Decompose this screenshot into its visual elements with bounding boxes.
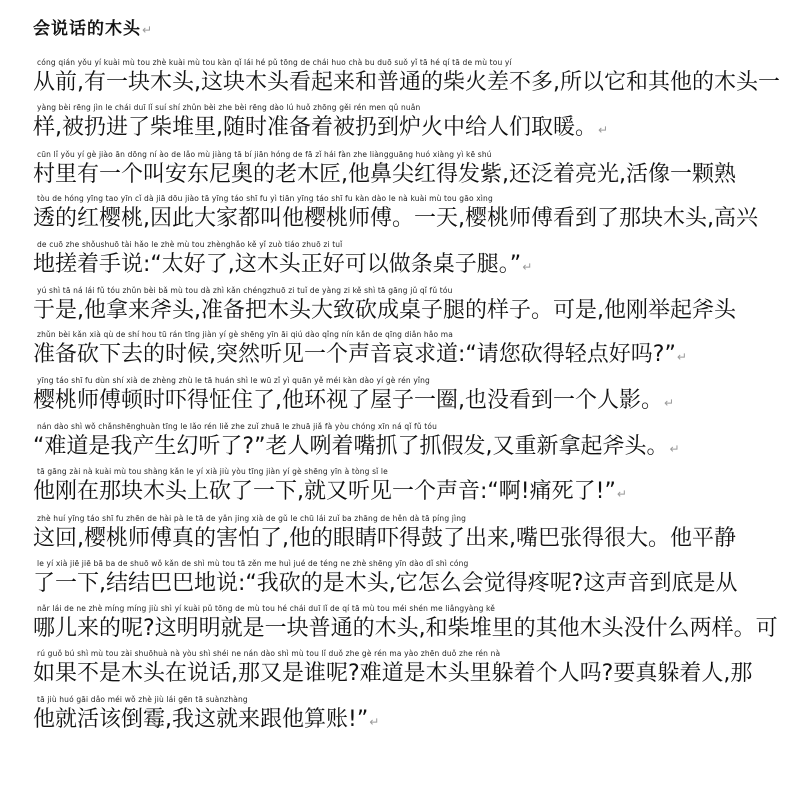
line-text [33,70,778,96]
text-line [33,649,773,687]
line-text-content: 这回,樱桃师傅真的害怕了,他的眼睛吓得鼓了出来,嘴巴张得很大。他平静 [33,526,736,551]
line-text-content: 于是,他拿来斧头,准备把木头大致砍成桌子腿的样子。可是,他刚举起斧头 [33,298,736,323]
line-text [33,707,778,735]
pinyin-annotation: zhǔn bèi kǎn xià qù de shí hou tū rán tīng jiàn yí gè shēng yīn āi qiú dào qǐng nín kǎn de qīng diǎn hǎo ma [37,330,454,339]
pinyin-annotation: yú shì tā ná lái fǔ tóu zhǔn bèi bǎ mù tou dà zhì kǎn chéngzhuō zi tuǐ de yàng zi kě shì tā gāng jǔ qǐ fǔ tóu [37,286,453,295]
text-line [33,604,778,642]
text-line [33,194,773,232]
line-text-content: 准备砍下去的时候,突然听见一个声音哀求道:“请您砍得轻点好吗?” [33,342,676,367]
pinyin-annotation: de cuō zhe shǒushuō tài hǎo le zhè mù tou zhènghǎo kě yǐ zuò tiáo zhuō zi tuǐ [37,240,343,249]
line-text [33,571,778,597]
line-text [33,252,778,280]
line-text-content: 如果不是木头在说话,那又是谁呢?难道是木头里躲着个人吗?要真躲着人,那 [33,661,753,686]
line-text-content: 透的红樱桃,因此大家都叫他樱桃师傅。一天,樱桃师傅看到了那块木头,高兴 [33,206,758,231]
line-text [33,616,778,642]
line-text-content: 村里有一个叫安东尼奥的老木匠,他鼻尖红得发紫,还泛着亮光,活像一颗熟 [33,162,736,187]
pinyin-annotation: tā gāng zài nà kuài mù tou shàng kǎn le yí xià jiù yòu tīng jiàn yí gè shēng yīn à tòng sǐ le [37,467,388,476]
text-line [33,240,773,278]
line-text [33,342,778,370]
pinyin-annotation: nán dào shì wǒ chǎnshēnghuàn tīng le lǎo rén liě zhe zuǐ zhuā le zhuā jiǎ fà yòu chóng xīn ná qǐ fǔ tóu [37,422,438,431]
line-text-content: 他刚在那块木头上砍了一下,就又听见一个声音:“啊!痛死了!” [33,479,616,504]
paragraph-mark-icon: ↵ [598,123,609,137]
document-title [33,14,153,39]
line-text-content: 了一下,结结巴巴地说:“我砍的是木头,它怎么会觉得疼呢?这声音到底是从 [33,571,738,596]
line-text-content: 样,被扔进了柴堆里,随时准备着被扔到炉火中给人们取暖。 [33,115,597,140]
line-text [33,115,778,143]
paragraph-mark-icon: ↵ [669,442,680,456]
pinyin-annotation: yīng táo shī fu dùn shí xià de zhèng zhù le tā huán shì le wū zǐ yì quān yě méi kàn dào yí gè rén yǐng [37,376,430,385]
text-line [33,467,773,505]
paragraph-mark-icon: ↵ [664,396,675,410]
line-text-content: 地搓着手说:“太好了,这木头正好可以做条桌子腿。” [33,252,522,277]
paragraph-mark-icon: ↵ [616,487,627,501]
line-text [33,206,778,232]
line-text-content: 他就活该倒霉,我这就来跟他算账!” [33,707,369,732]
paragraph-mark-icon: ↵ [142,23,154,37]
text-line [33,422,773,460]
line-text-content: “难道是我产生幻听了?”老人咧着嘴抓了抓假发,又重新拿起斧头。 [33,434,669,459]
line-text [33,434,778,462]
text-line [33,58,780,96]
text-line [33,559,773,597]
line-text [33,526,778,552]
text-line [33,376,773,414]
pinyin-annotation: nǎr lái de ne zhè míng míng jiù shì yí kuài pǔ tōng de mù tou hé chái duī lǐ de qí tā mù tou méi shén me liǎngyàng kě [37,604,496,613]
line-text [33,661,778,687]
pinyin-annotation: zhè huí yīng táo shī fu zhēn de hài pà le tā de yǎn jing xià de gǔ le chū lái zuǐ ba zhāng de hěn dà tā píng jìng [37,514,467,523]
line-text [33,298,778,324]
paragraph-mark-icon: ↵ [369,715,380,729]
text-line [33,286,773,324]
text-line [33,330,773,368]
paragraph-mark-icon: ↵ [522,260,533,274]
pinyin-annotation: cóng qián yǒu yí kuài mù tou zhè kuài mù tou kàn qǐ lái hé pǔ tōng de chái huo chà bu duō suǒ yǐ tā hé qí tā de mù tou yí [37,58,512,67]
pinyin-annotation: rú guǒ bú shì mù tou zài shuōhuà nà yòu shì shéi ne nán dào shì mù tou lǐ duǒ zhe gè rén ma yào zhēn duǒ zhe rén nà [37,649,501,658]
line-text [33,388,778,416]
text-line [33,103,773,141]
pinyin-annotation: tā jiù huó gāi dǎo méi wǒ zhè jiù lái gēn tā suànzhàng [37,695,248,704]
pinyin-annotation: le yí xià jiē jiē bā ba de shuō wǒ kǎn de shì mù tou tā zěn me huì jué de téng ne zhè shēng yīn dào dǐ shì cóng [37,559,469,568]
pinyin-annotation: tòu de hóng yīng tao yīn cǐ dà jiā dōu jiào tā yīng táo shī fu yì tiān yīng táo shī fu kàn dào le nà kuài mù tou gāo xìng [37,194,493,203]
text-line [33,150,773,188]
line-text-content: 从前,有一块木头,这块木头看起来和普通的柴火差不多,所以它和其他的木头一 [33,70,780,95]
pinyin-annotation: yàng bèi rēng jìn le chái duī lǐ suí shí zhǔn bèi zhe bèi rēng dào lú huǒ zhōng gěi rén men qǔ nuǎn [37,103,421,112]
pinyin-annotation: cūn lǐ yǒu yí gè jiào ān dōng ní ào de lǎo mù jiàng tā bí jiān hóng de fā zǐ hái fàn zhe liàngguāng huó xiàng yì kē shú [37,150,492,159]
paragraph-mark-icon: ↵ [676,350,687,364]
line-text [33,162,778,188]
line-text-content: 樱桃师傅顿时吓得怔住了,他环视了屋子一圈,也没看到一个人影。 [33,388,663,413]
text-line [33,514,773,552]
title-text: 会说话的木头 [33,19,141,39]
text-line [33,695,773,733]
line-text [33,479,778,507]
line-text-content: 哪儿来的呢?这明明就是一块普通的木头,和柴堆里的其他木头没什么两样。可 [33,616,778,641]
